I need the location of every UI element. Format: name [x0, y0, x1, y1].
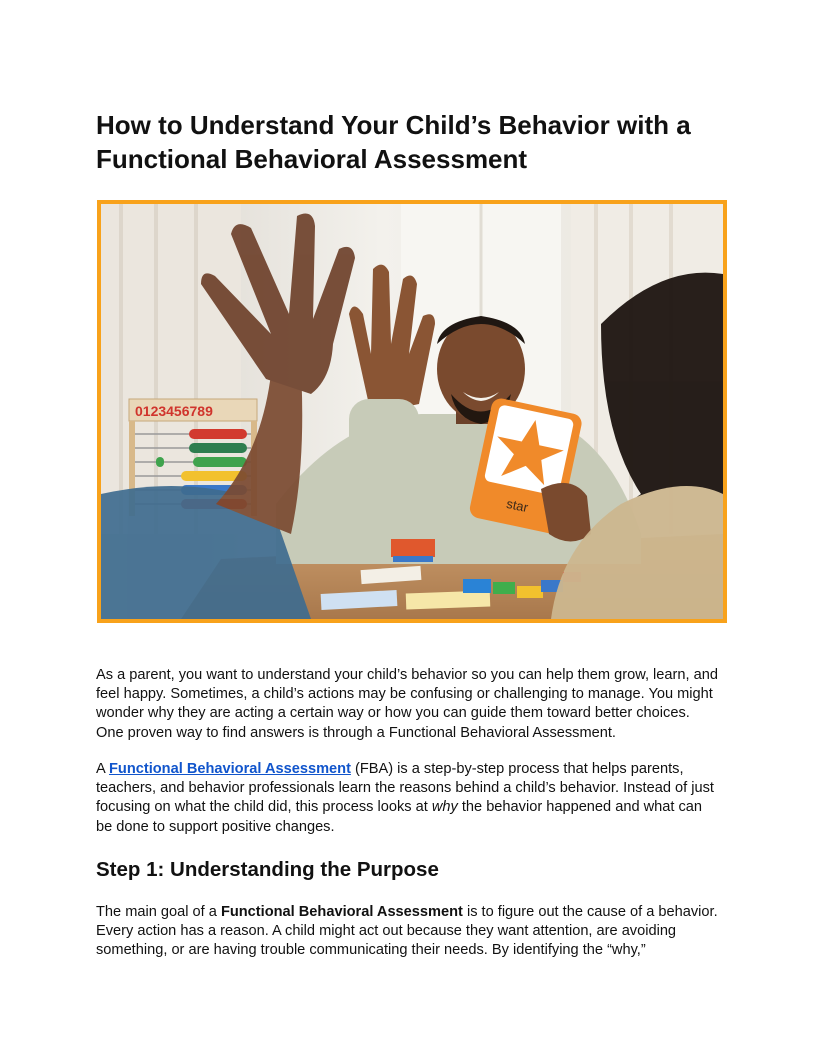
- fba-para-emphasis: why: [431, 799, 458, 816]
- fba-para-prefix: A: [96, 761, 109, 777]
- intro-paragraph: As a parent, you want to understand your child’s behavior so you can help them grow, learn, and feel happy. Sometimes, a child’s actions may be confusing or challenging to manage. You might wonder why they are acting a certain way or how you can guide them toward better choices. One proven way to find answers is through a Functional Behavioral Assessment.: [96, 667, 718, 741]
- curtain-left: [101, 204, 241, 534]
- step1-para-suffix: is to figure out the cause of a behavior. Every action has a reason. A child might act out because they want attention, are avoiding something, or are having trouble communicating their needs. By identifying the “why,”: [96, 904, 718, 959]
- step1-para-bold: Functional Behavioral Assessment: [220, 904, 463, 920]
- page-title: How to Understand Your Child’s Behavior with a Functional Behavioral Assessment: [96, 110, 691, 174]
- fba-para-body: (FBA) is a step-by-step process that helps parents, teachers, and behavior professionals learn the reasons behind a child’s behavior. Instead of just focusing on what the child did, this process looks at: [96, 761, 714, 816]
- abacus-digits: 0123456789: [135, 403, 213, 419]
- hero-image: [97, 200, 727, 623]
- fba-link[interactable]: Functional Behavioral Assessment: [108, 761, 351, 777]
- step1-heading: Step 1: Understanding the Purpose: [96, 858, 439, 881]
- fba-para-suffix: the behavior happened and what can be done to support positive changes.: [96, 799, 703, 835]
- hero-illustration: [101, 204, 723, 619]
- step1-para-prefix: The main goal of a: [96, 904, 221, 920]
- flash-card-word: star: [505, 495, 530, 516]
- fba-paragraph: [96, 760, 720, 837]
- step1-paragraph: [96, 903, 720, 961]
